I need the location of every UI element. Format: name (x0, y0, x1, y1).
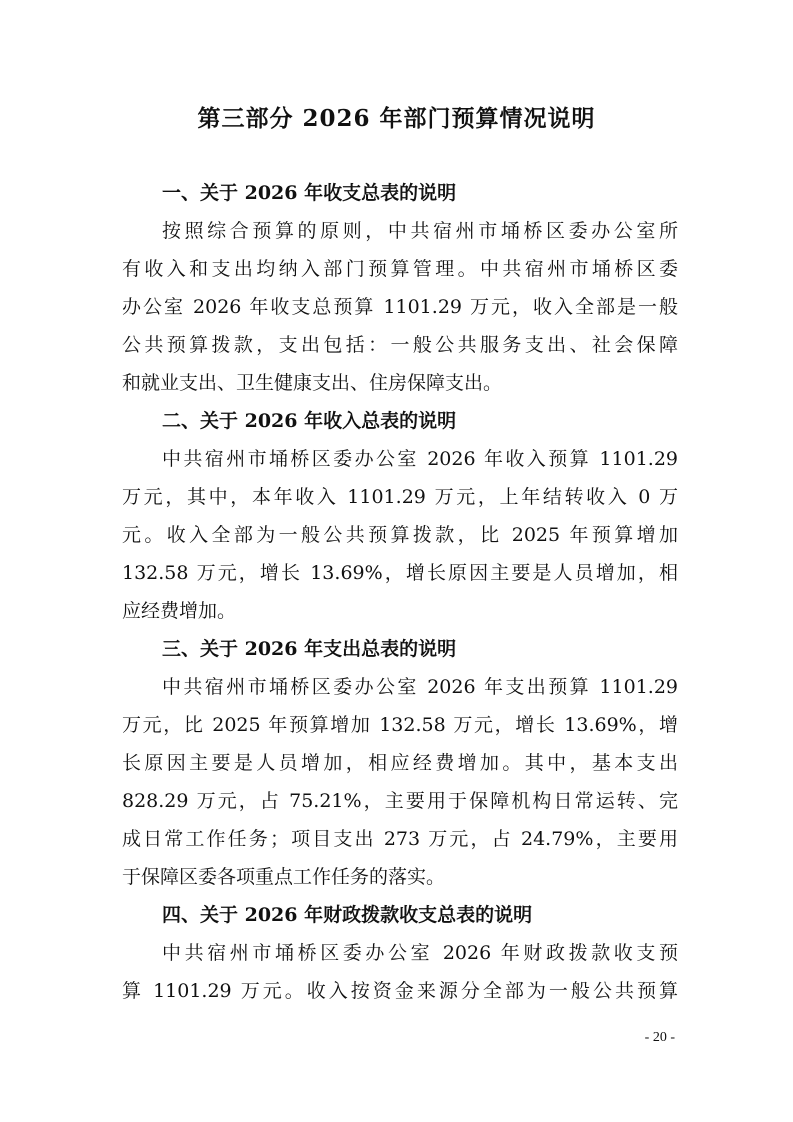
page-title: 第三部分 2026 年部门预算情况说明 (197, 105, 596, 132)
paragraph-line: 按照综合预算的原则，中共宿州市埇桥区委办公室所 (162, 220, 678, 242)
page-number: - 20 - (644, 1030, 675, 1045)
section-income-expenditure-summary (122, 174, 678, 402)
paragraph-line: 应经费增加。 (122, 600, 237, 622)
section-heading: 一、关于 2026 年收支总表的说明 (162, 182, 457, 204)
paragraph-line: 办公室 2026 年收支总预算 1101.29 万元，收入全部是一般 (122, 296, 678, 318)
section-fiscal-appropriation-summary (122, 896, 678, 1010)
section-paragraph (122, 934, 678, 1010)
paragraph-line: 万元，比 2025 年预算增加 132.58 万元，增长 13.69%，增 (122, 714, 678, 736)
paragraph-line: 中共宿州市埇桥区委办公室 2026 年收入预算 1101.29 (162, 448, 678, 470)
paragraph-line: 公共预算拨款，支出包括：一般公共服务支出、社会保障 (122, 334, 678, 356)
section-heading: 二、关于 2026 年收入总表的说明 (162, 410, 457, 432)
paragraph-line: 中共宿州市埇桥区委办公室 2026 年财政拨款收支预 (162, 942, 678, 964)
section-paragraph (122, 440, 678, 630)
section-expenditure-summary (122, 630, 678, 896)
paragraph-line: 算 1101.29 万元。收入按资金来源分全部为一般公共预算 (122, 980, 678, 1002)
paragraph-line: 中共宿州市埇桥区委办公室 2026 年支出预算 1101.29 (162, 676, 678, 698)
paragraph-line: 828.29 万元，占 75.21%，主要用于保障机构日常运转、完 (122, 790, 678, 812)
paragraph-line: 132.58 万元，增长 13.69%，增长原因主要是人员增加，相 (122, 562, 678, 584)
paragraph-line: 万元，其中，本年收入 1101.29 万元，上年结转收入 0 万 (122, 486, 678, 508)
paragraph-line: 有收入和支出均纳入部门预算管理。中共宿州市埇桥区委 (122, 258, 678, 280)
paragraph-line: 于保障区委各项重点工作任务的落实。 (122, 866, 446, 888)
section-paragraph (122, 668, 678, 896)
document-body (122, 174, 678, 1010)
section-income-summary (122, 402, 678, 630)
paragraph-line: 和就业支出、卫生健康支出、住房保障支出。 (122, 372, 503, 394)
paragraph-line: 长原因主要是人员增加，相应经费增加。其中，基本支出 (122, 752, 678, 774)
section-heading: 四、关于 2026 年财政拨款收支总表的说明 (162, 904, 533, 926)
section-heading: 三、关于 2026 年支出总表的说明 (162, 638, 457, 660)
section-paragraph (122, 212, 678, 402)
paragraph-line: 元。收入全部为一般公共预算拨款，比 2025 年预算增加 (122, 524, 678, 546)
paragraph-line: 成日常工作任务；项目支出 273 万元，占 24.79%，主要用 (122, 828, 678, 850)
